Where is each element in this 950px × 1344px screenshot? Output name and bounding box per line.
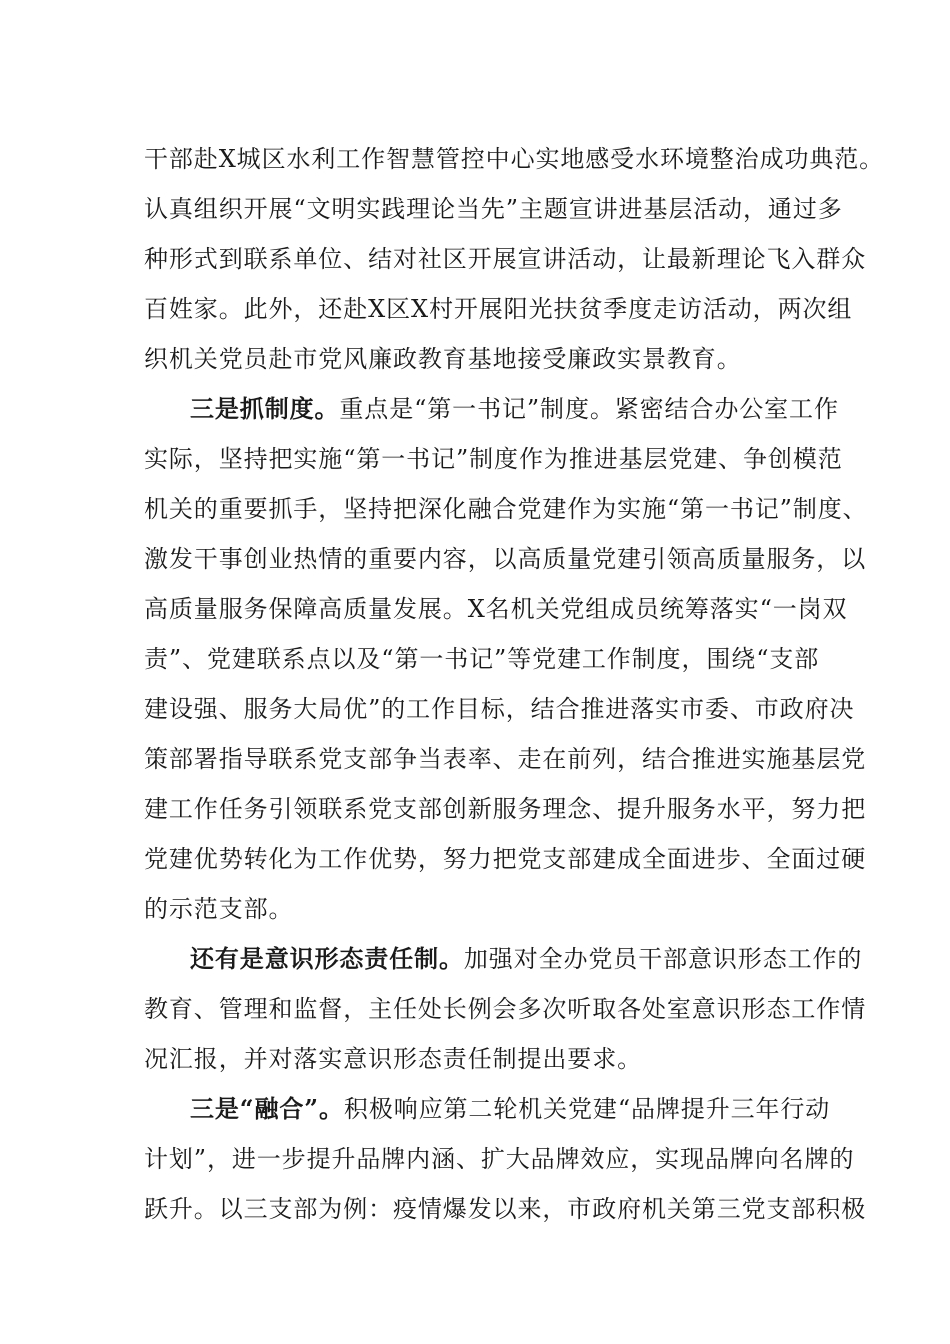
paragraph-text: 干部赴Ⅹ城区水利工作智慧管控中心实地感受水环境整治成功典范。 [144, 145, 885, 173]
paragraph-text: 重点是“第一书记”制度。紧密结合办公室工作 [339, 395, 839, 423]
text-line [144, 784, 867, 834]
paragraph-text: 织机关党员赴市党风廉政教育基地接受廉政实景教育。 [144, 345, 742, 373]
paragraph-text: 加强对全办党员干部意识形态工作的 [463, 945, 863, 973]
text-line [144, 734, 867, 784]
paragraph-text: 建设强、服务大局优”的工作目标，结合推进落实市委、市政府决 [144, 695, 855, 723]
paragraph-text: 责”、党建联系点以及“第一书记”等党建工作制度，围绕“支部 [144, 645, 820, 673]
paragraph-heading: 还有是意识形态责任制。 [190, 944, 464, 973]
text-line [144, 834, 867, 884]
paragraph-text: 高质量服务保障高质量发展。Ⅹ名机关党组成员统筹落实“一岗双 [144, 595, 848, 623]
paragraph-text: 策部署指导联系党支部争当表率、走在前列，结合推进实施基层党 [144, 745, 867, 773]
text-line [144, 484, 868, 534]
paragraph-heading: 三是“融合”。 [190, 1094, 344, 1123]
text-line [144, 934, 863, 984]
text-line [144, 584, 848, 634]
paragraph-text: 积极响应第二轮机关党建“品牌提升三年行动 [343, 1095, 831, 1123]
text-line [144, 384, 839, 434]
paragraph-text: 党建优势转化为工作优势，努力把党支部建成全面进步、全面过硬 [144, 845, 867, 873]
paragraph-text: 激发干事创业热情的重要内容，以高质量党建引领高质量服务，以 [144, 545, 867, 573]
paragraph-text: 认真组织开展“文明实践理论当先”主题宣讲进基层活动，通过多 [144, 195, 843, 223]
paragraph-text: 实际，坚持把实施“第一书记”制度作为推进基层党建、争创模范 [144, 445, 843, 473]
text-line [144, 534, 867, 584]
paragraph-text: 的示范支部。 [144, 895, 294, 923]
paragraph-text: 建工作任务引领联系党支部创新服务理念、提升服务水平，努力把 [144, 795, 867, 823]
text-line [144, 434, 843, 484]
paragraph-text: 百姓家。此外，还赴Ⅹ区Ⅹ村开展阳光扶贫季度走访活动，两次组 [144, 295, 853, 323]
paragraph-text: 机关的重要抓手，坚持把深化融合党建作为实施“第一书记”制度、 [144, 495, 868, 523]
paragraph-heading: 三是抓制度。 [190, 394, 340, 423]
text-line [144, 1034, 824, 1084]
paragraph-text: 教育、管理和监督，主任处长例会多次听取各处室意识形态工作情 [144, 995, 867, 1023]
text-line [144, 334, 824, 384]
text-line [144, 634, 824, 684]
text-line [144, 234, 867, 284]
document-body [144, 134, 885, 1234]
text-line [144, 984, 867, 1034]
text-line [144, 184, 843, 234]
text-line [144, 1134, 855, 1184]
text-line [144, 134, 885, 184]
paragraph-text: 种形式到联系单位、结对社区开展宣讲活动，让最新理论飞入群众 [144, 245, 867, 273]
paragraph-text: 计划”，进一步提升品牌内涵、扩大品牌效应，实现品牌向名牌的 [144, 1145, 855, 1173]
text-line [144, 1084, 831, 1134]
text-line [144, 284, 853, 334]
text-line [144, 1184, 867, 1234]
paragraph-text: 况汇报，并对落实意识形态责任制提出要求。 [144, 1045, 642, 1073]
text-line [144, 884, 824, 934]
text-line [144, 684, 855, 734]
paragraph-text: 跃升。以三支部为例：疫情爆发以来，市政府机关第三党支部积极 [144, 1195, 867, 1223]
